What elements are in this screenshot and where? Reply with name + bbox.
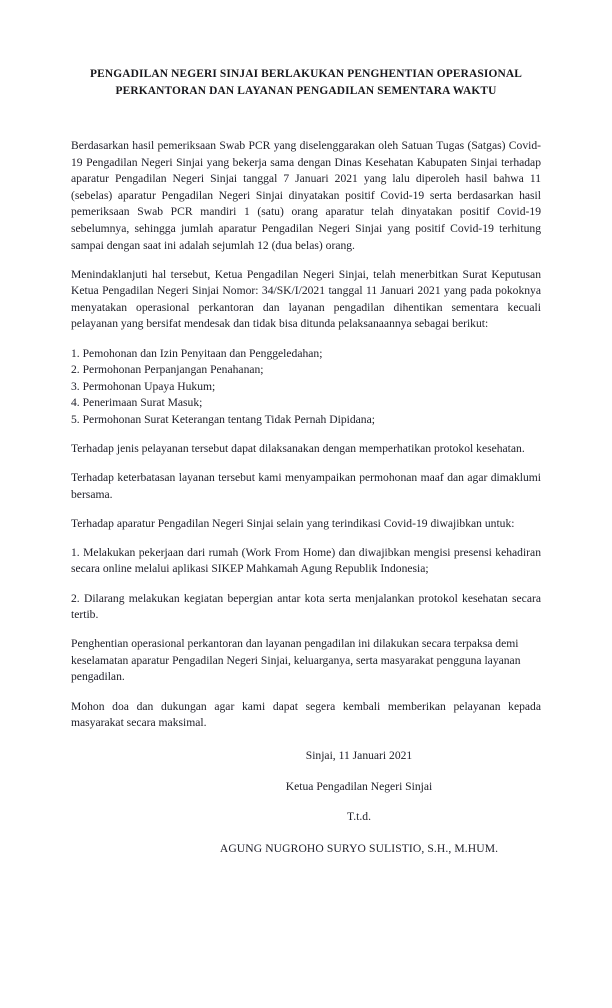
signature-signed-marker: T.t.d. (347, 810, 371, 824)
paragraph-swab-pcr-results: Berdasarkan hasil pemeriksaan Swab PCR yang diselenggarakan oleh Satuan Tugas (Satgas) Covid-19 Pengadilan Negeri Sinjai yang bekerja sama dengan Dinas Kesehatan Kabupaten Sinjai terhadap aparatur Pengadilan Negeri Sinjai tanggal 7 Januari 2021 yang lalu diperoleh hasil bahwa 11 (sebelas) aparatur Pengadilan Negeri Sinjai dinyatakan positif Covid-19 serta berdasarkan hasil pemeriksaan Swab PCR mandiri 1 (satu) orang aparatur telah dinyatakan positif Covid-19 sebelumnya, sehingga jumlah aparatur Pengadilan Negeri Sinjai yang positif Covid-19 terhitung sampai dengan saat ini adalah sejumlah 12 (dua belas) orang. (71, 139, 541, 252)
paragraph-staff-obligations-intro: Terhadap aparatur Pengadilan Negeri Sinjai selain yang terindikasi Covid-19 diwajibkan untuk: (71, 516, 515, 530)
signature-place-date: Sinjai, 11 Januari 2021 (305, 749, 413, 762)
list-item: 1. Melakukan pekerjaan dari rumah (Work From Home) dan diwajibkan mengisi presensi kehadiran secara online melalui aplikasi SIKEP Mahkamah Agung Republik Indonesia; (71, 545, 541, 576)
list-item: 2. Dilarang melakukan kegiatan bepergian antar kota serta menjalankan protokol kesehatan secara tertib. (71, 591, 541, 622)
obligations-list (71, 545, 541, 624)
signature-position-title: Ketua Pengadilan Negeri Sinjai (285, 779, 433, 793)
list-item: 2. Permohonan Perpanjangan Penahanan; (71, 363, 264, 377)
list-item: 4. Penerimaan Surat Masuk; (71, 396, 203, 410)
page-title (71, 66, 541, 100)
paragraph-closure-rationale: Penghentian operasional perkantoran dan layanan pengadilan ini dilakukan secara terpaksa demi keselamatan aparatur Pengadilan Negeri Sinjai, keluarganya, serta masyarakat pengguna layanan pengadilan. (71, 637, 521, 684)
paragraph-apology: Terhadap keterbatasan layanan tersebut kami menyampaikan permohonan maaf dan agar dimaklumi bersama. (71, 471, 541, 501)
paragraph-health-protocol: Terhadap jenis pelayanan tersebut dapat dilaksanakan dengan memperhatikan protokol kesehatan. (71, 442, 525, 455)
document-body (71, 138, 541, 744)
list-item: 5. Permohonan Surat Keterangan tentang Tidak Pernah Dipidana; (71, 412, 375, 426)
page-title-line-1: PENGADILAN NEGERI SINJAI BERLAKUKAN PENGHENTIAN OPERASIONAL (90, 68, 522, 80)
list-item: 3. Permohonan Upaya Hukum; (71, 379, 216, 393)
signature-block (209, 748, 509, 857)
signature-signer-name: AGUNG NUGROHO SURYO SULISTIO, S.H., M.HUM. (219, 841, 499, 855)
paragraph-closing-request: Mohon doa dan dukungan agar kami dapat segera kembali memberikan pelayanan kepada masyarakat secara maksimal. (71, 699, 541, 730)
list-item: 1. Pemohonan dan Izin Penyitaan dan Penggeledahan; (71, 346, 323, 360)
page-title-line-2: PERKANTORAN DAN LAYANAN PENGADILAN SEMENTARA WAKTU (115, 85, 497, 97)
paragraph-decree-reference: Menindaklanjuti hal tersebut, Ketua Pengadilan Negeri Sinjai, telah menerbitkan Surat Keputusan Ketua Pengadilan Negeri Sinjai Nomor: 34/SK/I/2021 tanggal 11 Januari 2021 yang pada pokoknya menyatakan operasional perkantoran dan layanan pengadilan dihentikan sementara kecuali pelayanan yang bersifat mendesak dan tidak bisa ditunda pelaksanaannya sebagai berikut: (71, 267, 541, 331)
urgent-services-list (71, 346, 541, 429)
